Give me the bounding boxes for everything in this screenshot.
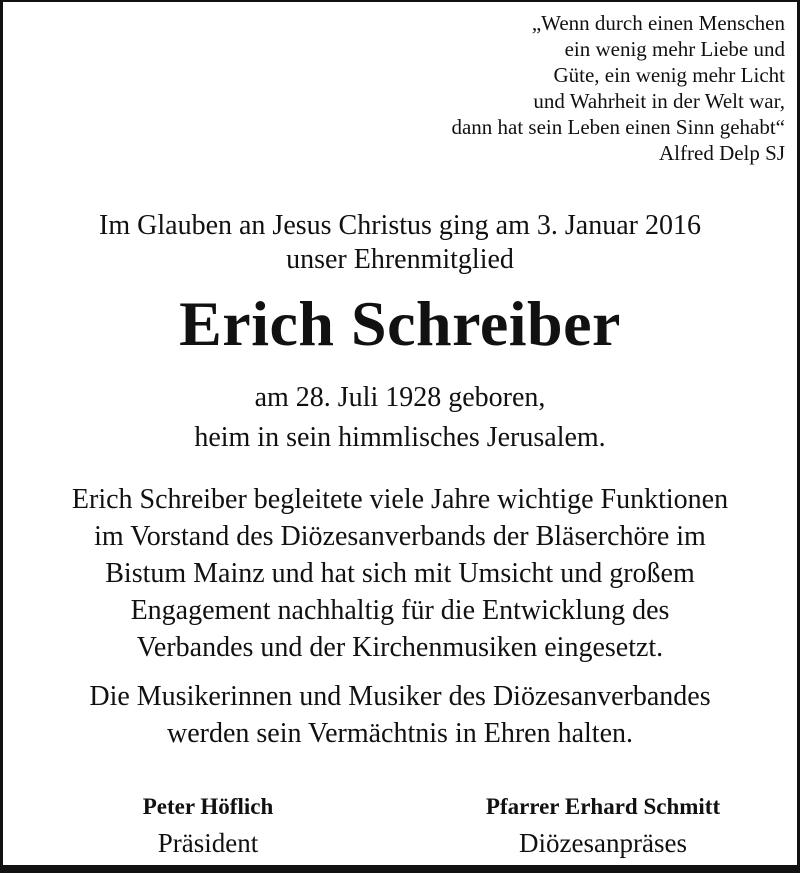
signer-role: Präsident [157,828,259,858]
epigraph-quote [451,10,785,166]
quote-author: Alfred Delp SJ [659,141,785,165]
quote-line: ein wenig mehr Liebe und [564,37,785,61]
tribute-line: Verbandes und der Kirchenmusiken eingesetzt. [136,632,664,663]
tribute-line: Bistum Mainz und hat sich mit Umsicht und großem [105,558,695,589]
quote-line: „Wenn durch einen Menschen [531,11,785,35]
tribute-line: Erich Schreiber begleitete viele Jahre wichtige Funktionen [71,484,729,515]
quote-line: Güte, ein wenig mehr Licht [553,63,785,87]
tribute-paragraph [3,481,797,666]
intro-line: unser Ehrenmitglied [286,244,514,275]
signer-name: Pfarrer Erhard Schmitt [485,794,721,819]
birth-line: am 28. Juli 1928 geboren, [254,382,546,413]
signature-praeses [423,790,783,862]
birth-line: heim in sein himmlisches Jerusalem. [194,422,606,453]
quote-line: und Wahrheit in der Welt war, [533,89,785,113]
intro-line: Im Glauben an Jesus Christus ging am 3. Januar 2016 [99,210,701,241]
quote-line: dann hat sein Leben einen Sinn gehabt“ [451,115,785,139]
honor-paragraph [3,678,797,752]
deceased-name: Erich Schreiber [179,288,621,359]
tribute-line: Engagement nachhaltig für die Entwicklung des [130,595,670,626]
birth-text [3,378,797,458]
signature-president [103,790,313,862]
honor-line: werden sein Vermächtnis in Ehren halten. [166,718,633,749]
signer-name: Peter Höflich [142,794,274,819]
honor-line: Die Musikerinnen und Musiker des Diözesanverbandes [89,681,711,712]
intro-text [3,209,797,277]
tribute-line: im Vorstand des Diözesanverbands der Bläserchöre im [94,521,706,552]
signer-role: Diözesanpräses [519,828,687,858]
